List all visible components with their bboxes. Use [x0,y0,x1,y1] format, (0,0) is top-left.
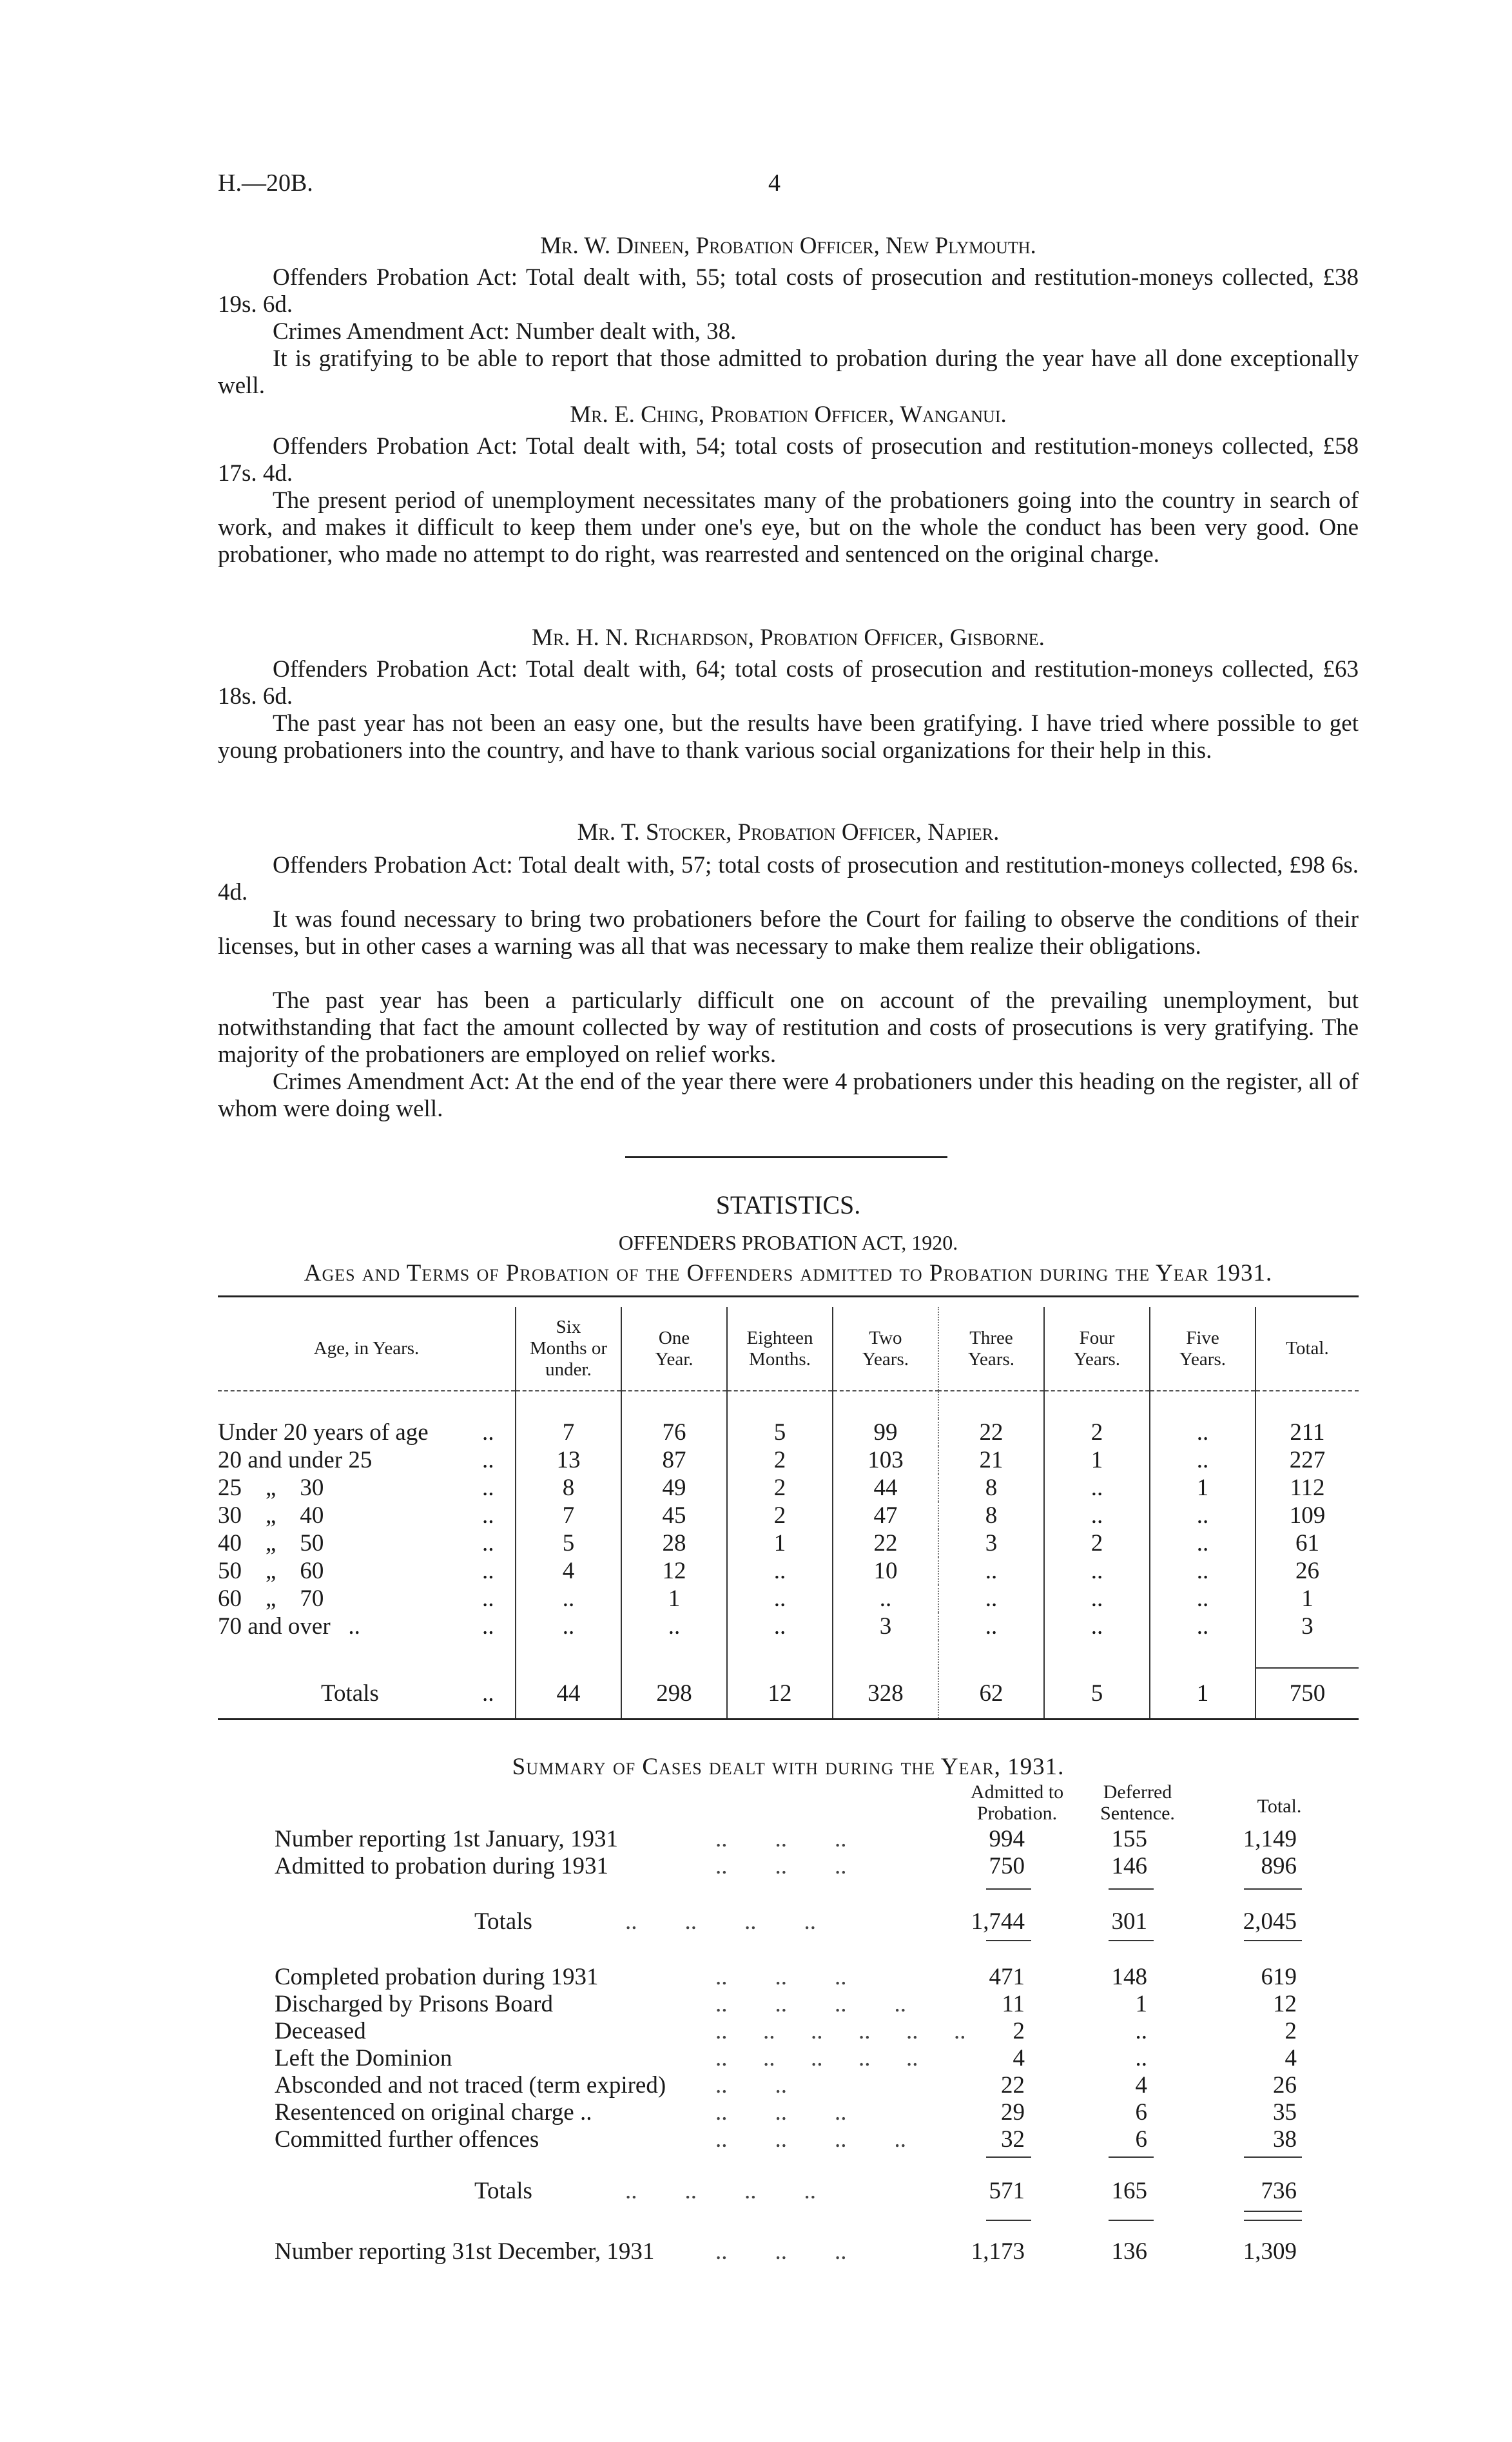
rule-line [1244,1940,1302,1941]
leader-dots: .. .. .. [715,2099,847,2126]
summary-cell: 11 [1002,1991,1025,2017]
table-cell: 12 [727,1668,833,1718]
rule-line [1109,2220,1154,2221]
table-cell: .. [833,1585,938,1613]
rule-line [986,1888,1031,1890]
table-cell: 99 [833,1419,938,1446]
totals-label: Totals [321,1680,379,1707]
rule-line [1244,2211,1302,2212]
table-cell: .. [727,1585,833,1613]
paragraph: Crimes Amendment Act: Number dealt with, 38. [273,318,737,345]
table-cell: .. [1150,1446,1255,1474]
table-cell: .. [1044,1557,1150,1585]
table-cell: 109 [1255,1502,1359,1529]
table-row [218,1529,1359,1557]
rule-line [1244,2156,1302,2158]
summary-row-label: Resentenced on original charge .. [275,2099,592,2126]
summary-cell: 35 [1273,2099,1297,2126]
summary-cell: 4 [1135,2072,1147,2098]
table-cell: 298 [621,1668,727,1718]
act-title: OFFENDERS PROBATION ACT, 1920. [618,1231,958,1254]
leader-dots: .. .. .. [715,1826,847,1852]
table-cell: .. [621,1613,727,1640]
leader-dots: .. .. .. .. [625,1908,816,1935]
paragraph: Offenders Probation Act: Total dealt with, 57; total costs of prosecution and restitution-moneys collected, £98 6s. 4d. [218,852,1359,906]
summary-cell: 26 [1273,2072,1297,2098]
summary-cell: 22 [1001,2072,1025,2098]
summary-cell: 155 [1111,1826,1147,1852]
summary-cell: 1,309 [1243,2238,1297,2265]
table-cell: 1 [727,1529,833,1557]
table-row [218,1557,1359,1585]
paragraph: The past year has been a particularly difficult one on account of the prevailing unemployment, but notwithstanding that fact the amount collected by way of restitution and costs of prosecutions is very gratifying. The majority of the probationers are employed on relief works. [218,987,1359,1068]
row-label: 40 „ 50 [218,1530,324,1556]
leader-dots: .. .. [715,2072,787,2098]
section-heading-new-plymouth: Mr. W. Dineen, Probation Officer, New Plymouth. [540,233,1036,259]
table-bottom-rule [218,1718,1359,1720]
summary-cell: 2 [1284,2018,1297,2044]
row-label: 25 „ 30 [218,1475,324,1501]
rule-line [1109,1940,1154,1941]
table-cell: 211 [1255,1419,1359,1446]
table-cell: 12 [621,1557,727,1585]
rule-line [1109,2156,1154,2158]
table-cell: 49 [621,1474,727,1502]
table-cell: 45 [621,1502,727,1529]
table-cell: 22 [833,1529,938,1557]
table-cell: 2 [727,1502,833,1529]
table-cell: 13 [516,1446,621,1474]
column-header-two-years: Two Years. [833,1307,938,1391]
table-cell: 44 [833,1474,938,1502]
table-cell: .. [938,1557,1044,1585]
leader-dots: .. .. .. .. [715,1991,906,2017]
row-label: Under 20 years of age [218,1419,429,1446]
table-cell: 8 [516,1474,621,1502]
table-cell: 3 [1255,1613,1359,1640]
table-cell: .. [516,1585,621,1613]
leader-dots: .. [482,1502,494,1529]
table-top-rule [218,1295,1359,1297]
summary-col-deferred: Deferred Sentence. [1100,1781,1175,1824]
column-header-four-years: Four Years. [1044,1307,1150,1391]
table-cell: 2 [727,1474,833,1502]
table-cell: .. [1044,1585,1150,1613]
table-cell: .. [1044,1474,1150,1502]
table-cell: .. [938,1613,1044,1640]
column-header-total: Total. [1255,1307,1359,1391]
rule-line [1244,2220,1302,2221]
summary-row-label: Committed further offences [275,2126,539,2153]
paragraph: The present period of unemployment necessitates many of the probationers going into the country in search of work, and makes it difficult to keep them under one's eye, but on the whole the conduct has been very good. One probationer, who made no attempt to do right, was rearrested and sentenced on the original charge. [218,487,1359,568]
table-cell: 61 [1255,1529,1359,1557]
summary-totals-label: Totals [474,2178,532,2204]
table-cell: 5 [516,1529,621,1557]
table-row [218,1613,1359,1640]
table-row [218,1502,1359,1529]
summary-cell: 1,173 [971,2238,1025,2265]
column-header-one-year: One Year. [621,1307,727,1391]
summary-cell: 136 [1111,2238,1147,2265]
document-reference: H.—20B. [218,170,313,197]
table-cell: 28 [621,1529,727,1557]
row-label: 60 „ 70 [218,1585,324,1612]
summary-cell: 571 [989,2178,1025,2204]
column-header-eighteen-months: Eighteen Months. [727,1307,833,1391]
rule-line [986,2156,1031,2158]
table-cell: 5 [1044,1668,1150,1718]
column-header-age: Age, in Years. [313,1338,420,1359]
table-cell: 103 [833,1446,938,1474]
paragraph: It was found necessary to bring two probationers before the Court for failing to observe the conditions of their licenses, but in other cases a warning was all that was necessary to make them realize their obligations. [218,906,1359,960]
row-label: 20 and under 25 [218,1447,373,1473]
summary-cell: .. [1135,2045,1147,2071]
summary-col-total: Total. [1257,1796,1302,1817]
table-cell: 1 [1150,1474,1255,1502]
page-number: 4 [768,170,780,197]
summary-cell: 165 [1111,2178,1147,2204]
summary-cell: 619 [1261,1964,1297,1990]
table-cell: 26 [1255,1557,1359,1585]
row-label: 70 and over .. [218,1613,360,1640]
summary-cell: 471 [989,1964,1025,1990]
section-divider [625,1156,947,1158]
table-cell: 8 [938,1502,1044,1529]
summary-cell: .. [1135,2018,1147,2044]
summary-cell: 1,744 [971,1908,1025,1935]
summary-cell: 750 [989,1853,1025,1879]
table-cell: 3 [938,1529,1044,1557]
table-cell: 1 [1044,1446,1150,1474]
rule-line [986,1940,1031,1941]
table-cell: 2 [1044,1529,1150,1557]
summary-cell: 1,149 [1243,1826,1297,1852]
summary-title: Summary of Cases dealt with during the Year, 1931. [512,1754,1065,1780]
leader-dots: .. .. .. .. [715,2126,906,2153]
summary-row-label: Completed probation during 1931 [275,1964,599,1990]
leader-dots: .. .. .. .. [625,2178,816,2204]
table-cell: 87 [621,1446,727,1474]
table-cell: 76 [621,1419,727,1446]
summary-totals-label: Totals [474,1908,532,1935]
summary-row-label: Deceased [275,2018,366,2044]
section-heading-napier: Mr. T. Stocker, Probation Officer, Napier. [577,819,1000,846]
table-cell: .. [1150,1502,1255,1529]
summary-row-label: Absconded and not traced (term expired) [275,2072,666,2098]
summary-cell: 32 [1001,2126,1025,2153]
table-cell: 1 [1255,1585,1359,1613]
summary-cell: 4 [1284,2045,1297,2071]
summary-cell: 146 [1111,1853,1147,1879]
table-cell: .. [1150,1585,1255,1613]
table-row [218,1419,1359,1446]
summary-cell: 1 [1135,1991,1147,2017]
table-row [218,1585,1359,1613]
paragraph: Crimes Amendment Act: At the end of the year there were 4 probationers under this heading on the register, all of whom were doing well. [218,1069,1359,1122]
table-title: Ages and Terms of Probation of the Offenders admitted to Probation during the Year 1931. [304,1260,1273,1286]
table-cell: 1 [1150,1668,1255,1718]
row-label: 50 „ 60 [218,1558,324,1584]
table-row [218,1474,1359,1502]
table-cell: .. [727,1613,833,1640]
table-cell: .. [1044,1502,1150,1529]
leader-dots: .. .. .. .. .. [715,2045,918,2071]
summary-cell: 148 [1111,1964,1147,1990]
summary-row-label: Discharged by Prisons Board [275,1991,553,2017]
summary-row-label: Number reporting 31st December, 1931 [275,2238,655,2265]
table-cell: 4 [516,1557,621,1585]
leader-dots: .. .. .. [715,2238,847,2265]
paragraph: Offenders Probation Act: Total dealt with, 64; total costs of prosecution and restitution-moneys collected, £63 18s. 6d. [218,656,1359,710]
column-header-three-years: Three Years. [938,1307,1044,1391]
leader-dots: .. [482,1613,494,1640]
table-row [218,1446,1359,1474]
summary-cell: 994 [989,1826,1025,1852]
leader-dots: .. [482,1447,494,1473]
section-heading-gisborne: Mr. H. N. Richardson, Probation Officer, Gisborne. [532,625,1045,651]
leader-dots: .. .. .. [715,1964,847,1990]
table-cell: 5 [727,1419,833,1446]
summary-col-admitted: Admitted to Probation. [970,1781,1064,1824]
summary-cell: 12 [1273,1991,1297,2017]
summary-cell: 4 [1013,2045,1025,2071]
summary-row-label: Admitted to probation during 1931 [275,1853,608,1879]
summary-cell: 896 [1261,1853,1297,1879]
table-cell: .. [1150,1529,1255,1557]
table-cell: 1 [621,1585,727,1613]
paragraph: The past year has not been an easy one, but the results have been gratifying. I have tried where possible to get young probationers into the country, and have to thank various social organizations for their help in this. [218,710,1359,764]
table-cell: 7 [516,1502,621,1529]
table-cell: 7 [516,1419,621,1446]
rule-line [1244,1888,1302,1890]
table-cell: 47 [833,1502,938,1529]
table-cell: 22 [938,1419,1044,1446]
table-cell: 10 [833,1557,938,1585]
leader-dots: .. .. .. .. .. .. [715,2018,966,2044]
summary-row-label: Left the Dominion [275,2045,452,2071]
paragraph: Offenders Probation Act: Total dealt with, 55; total costs of prosecution and restitution-moneys collected, £38 19s. 6d. [218,264,1359,318]
section-heading-wanganui: Mr. E. Ching, Probation Officer, Wanganui. [570,402,1007,428]
rule-line [1109,1888,1154,1890]
table-cell: 2 [727,1446,833,1474]
table-cell: 44 [516,1668,621,1718]
column-header-six-months: Six Months or under. [516,1307,621,1391]
table-cell: 62 [938,1668,1044,1718]
summary-cell: 301 [1111,1908,1147,1935]
summary-cell: 29 [1001,2099,1025,2126]
summary-cell: 6 [1135,2126,1147,2153]
leader-dots: .. [482,1558,494,1584]
paragraph: It is gratifying to be able to report that those admitted to probation during the year have all done exceptionally well. [218,345,1359,399]
row-label: 30 „ 40 [218,1502,324,1529]
table-cell: .. [1150,1613,1255,1640]
table-cell: 21 [938,1446,1044,1474]
table-cell: 3 [833,1613,938,1640]
leader-dots: .. [482,1585,494,1612]
leader-dots: .. [482,1530,494,1556]
summary-row-label: Number reporting 1st January, 1931 [275,1826,618,1852]
summary-cell: 736 [1261,2178,1297,2204]
column-header-five-years: Five Years. [1150,1307,1255,1391]
table-cell: .. [516,1613,621,1640]
table-cell: 227 [1255,1446,1359,1474]
table-cell: .. [727,1557,833,1585]
table-cell: 750 [1255,1668,1359,1718]
table-cell: 8 [938,1474,1044,1502]
summary-cell: 2,045 [1243,1908,1297,1935]
table-cell: .. [1150,1557,1255,1585]
leader-dots: .. [482,1680,494,1707]
ages-terms-table [218,1307,1359,1718]
leader-dots: .. .. .. [715,1853,847,1879]
rule-line [986,2220,1031,2221]
table-cell: .. [938,1585,1044,1613]
table-cell: 112 [1255,1474,1359,1502]
table-cell: 328 [833,1668,938,1718]
paragraph: Offenders Probation Act: Total dealt with, 54; total costs of prosecution and restitution-moneys collected, £58 17s. 4d. [218,433,1359,487]
table-cell: .. [1044,1613,1150,1640]
table-cell: 2 [1044,1419,1150,1446]
statistics-title: STATISTICS. [715,1190,861,1219]
summary-cell: 2 [1013,2018,1025,2044]
table-cell: .. [1150,1419,1255,1446]
totals-row [218,1668,1359,1718]
leader-dots: .. [482,1419,494,1446]
summary-cell: 6 [1135,2099,1147,2126]
summary-cell: 38 [1273,2126,1297,2153]
leader-dots: .. [482,1475,494,1501]
